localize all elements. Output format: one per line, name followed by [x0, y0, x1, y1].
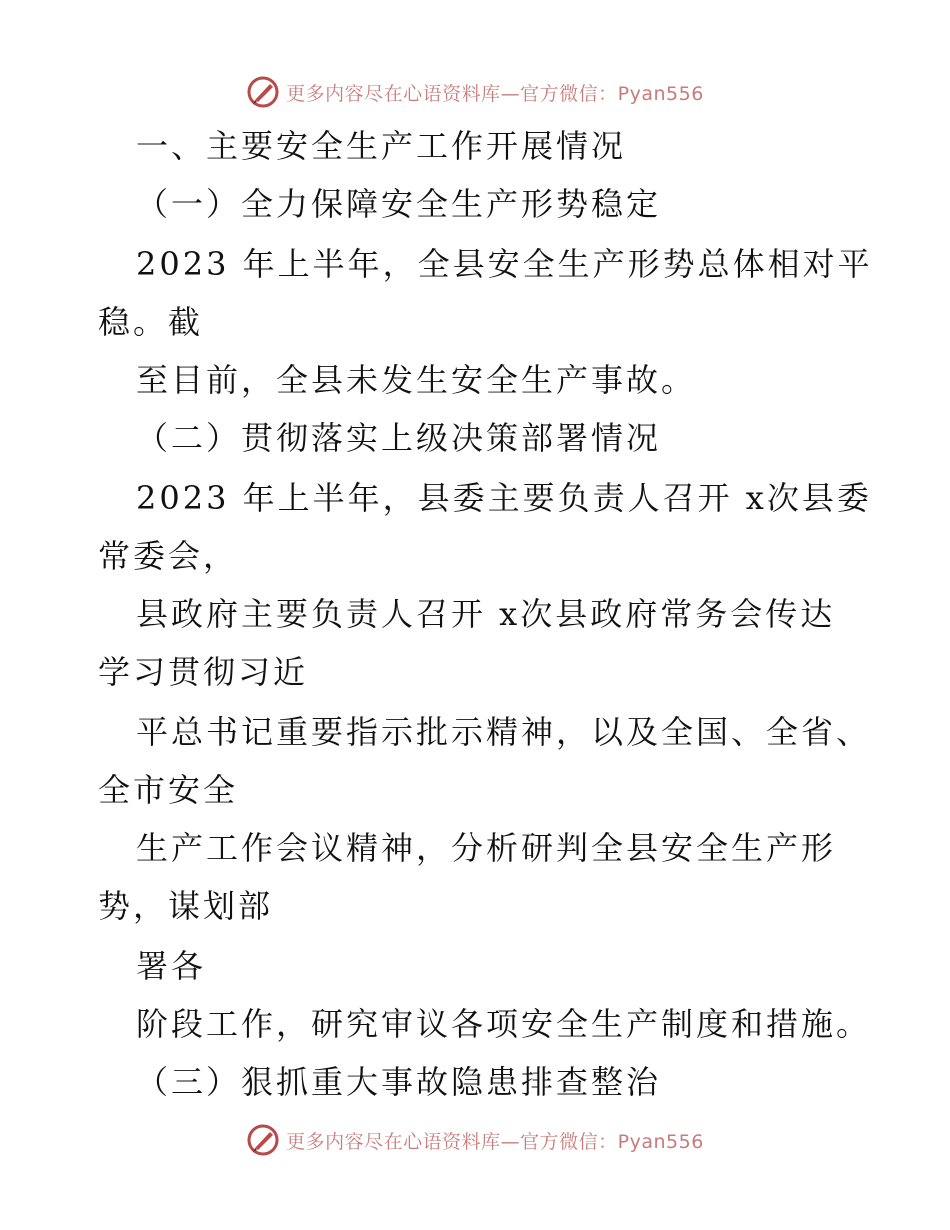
- pen-logo-icon: [246, 1123, 280, 1157]
- paragraph-line: 县政府主要负责人召开 x次县政府常务会传达: [136, 595, 836, 633]
- watermark-text: 更多内容尽在心语资料库—官方微信：Pyan556: [286, 1130, 704, 1153]
- paragraph-line: 平总书记重要指示批示精神，以及全国、全省、: [136, 713, 872, 751]
- footer-watermark: [0, 1120, 950, 1160]
- section-heading: 一、主要安全生产工作开展情况: [136, 127, 627, 165]
- pen-logo-icon: [246, 75, 280, 109]
- paragraph-line: 势，谋划部: [98, 887, 274, 925]
- paragraph-line: 生产工作会议精神，分析研判全县安全生产形: [136, 829, 837, 867]
- paragraph-line: 2023 年上半年，县委主要负责人召开 x次县委: [136, 479, 872, 517]
- paragraph-line: 学习贯彻习近: [98, 653, 309, 691]
- paragraph-line: 全市安全: [98, 771, 239, 809]
- subsection-heading: （三）狠抓重大事故隐患排查整治: [136, 1063, 662, 1101]
- paragraph-line: 阶段工作，研究审议各项安全生产制度和措施。: [136, 1005, 872, 1043]
- paragraph-line: 至目前，全县未发生安全生产事故。: [136, 361, 697, 399]
- paragraph-line: 稳。截: [98, 303, 204, 341]
- paragraph-line: 常委会，: [98, 537, 239, 575]
- paragraph-line: 署各: [136, 947, 207, 985]
- header-watermark: [0, 72, 950, 112]
- watermark-text: 更多内容尽在心语资料库—官方微信：Pyan556: [286, 82, 704, 105]
- subsection-heading: （二）贯彻落实上级决策部署情况: [136, 419, 662, 457]
- paragraph-line: 2023 年上半年，全县安全生产形势总体相对平: [136, 245, 873, 283]
- subsection-heading: （一）全力保障安全生产形势稳定: [136, 185, 662, 223]
